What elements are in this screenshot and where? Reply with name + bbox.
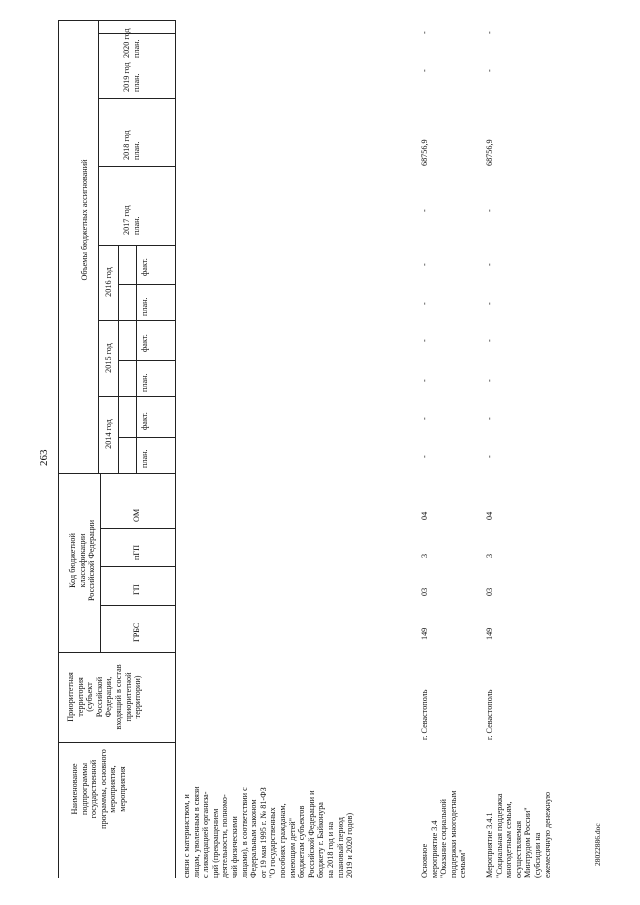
col-divider-grbs-gp bbox=[100, 605, 175, 606]
row-1-2014-plan: - bbox=[420, 455, 429, 458]
row-1-2019: - bbox=[420, 69, 429, 72]
row-1-2016-fact: - bbox=[420, 263, 429, 266]
header-code-pgp: пГП bbox=[132, 544, 141, 560]
row-2-2016-fact: - bbox=[485, 263, 494, 266]
row-1-pgp: 3 bbox=[420, 553, 429, 558]
row-2-pgp: 3 bbox=[485, 553, 494, 558]
funding-header-line bbox=[98, 20, 99, 473]
row-1-2016-plan: - bbox=[420, 302, 429, 305]
row-2-territory: г. Севастополь bbox=[485, 689, 494, 740]
row-2-grbs: 149 bbox=[485, 627, 494, 640]
row-2-om: 04 bbox=[485, 511, 494, 520]
header-code-om: ОМ bbox=[132, 508, 141, 522]
col-divider-2017-2018 bbox=[98, 166, 175, 167]
header-2014-plan: план. bbox=[140, 449, 149, 468]
header-funding: Объемы бюджетных ассигнований bbox=[80, 159, 89, 281]
row-2-2015-plan: - bbox=[485, 379, 494, 382]
footer-filename: 28022886.doc bbox=[593, 823, 602, 866]
header-2017: 2017 год план. bbox=[122, 205, 141, 235]
header-2016-fact: факт. bbox=[140, 258, 149, 276]
header-code-gp: ГП bbox=[132, 584, 141, 595]
row-2-2014-plan: - bbox=[485, 455, 494, 458]
col-divider-2018-2019 bbox=[98, 98, 175, 99]
header-2015-fact: факт. bbox=[140, 334, 149, 352]
header-code-group: Код бюджетной классификации Российской Федерации bbox=[68, 519, 97, 602]
year-header-line bbox=[118, 245, 119, 473]
header-2015-plan: план. bbox=[140, 373, 149, 392]
row-1-territory: г. Севастополь bbox=[420, 689, 429, 740]
header-2018: 2018 год план. bbox=[122, 130, 141, 160]
row-1-2015-fact: - bbox=[420, 339, 429, 342]
header-2014: 2014 год bbox=[104, 419, 113, 449]
col-divider-2015-plan-fact bbox=[118, 360, 175, 361]
header-2016-plan: план. bbox=[140, 297, 149, 316]
continuation-text: связи с материнством, и лицам, уволенным в связи с ликвидацией организа- ций (прекращением деятельности, полномо- чий физическими лицами), в соответствии с Федеральным законом от 19 мая 1995 г. № 81-ФЗ "О государственных пособиях гражданам, имеющим детей" бюджетам субъектов Российской Федерации и бюджету г. Байконура на 2018 год и на плановый период 2019 и 2020 годов) bbox=[182, 786, 355, 878]
header-name: Наименование подпрограммы государственной программы, основного мероприятия, мероприятия bbox=[70, 749, 127, 829]
col-divider-gp-pgp bbox=[100, 566, 175, 567]
col-divider-2016-plan-fact bbox=[118, 284, 175, 285]
header-territory: Приоритетная территория (субъект Российской Федерации, входящий в состав приоритетной территории) bbox=[66, 664, 143, 730]
row-2-name: Мероприятие 3.4.1 "Социальная поддержка многодетным семьям, осуществляемая Минтрудом России" (субсидии на ежемесячную денежную bbox=[485, 791, 552, 878]
row-1-2020: - bbox=[420, 31, 429, 34]
row-2-2015-fact: - bbox=[485, 339, 494, 342]
row-2-gp: 03 bbox=[485, 587, 494, 596]
row-1-2017: - bbox=[420, 209, 429, 212]
page-number: 263 bbox=[38, 449, 50, 466]
header-2016: 2016 год bbox=[104, 267, 113, 297]
table-border-top bbox=[58, 20, 59, 878]
row-1-name: Основное мероприятие 3.4 "Оказание социальной поддержки многодетным семьям" bbox=[420, 790, 468, 878]
row-1-gp: 03 bbox=[420, 587, 429, 596]
row-1-grbs: 149 bbox=[420, 627, 429, 640]
table-border-header bbox=[175, 20, 176, 878]
row-2-2016-plan: - bbox=[485, 302, 494, 305]
header-2015: 2015 год bbox=[104, 343, 113, 373]
header-2019: 2019 год план. bbox=[122, 62, 141, 92]
header-code-grbs: ГРБС bbox=[132, 622, 141, 642]
row-2-2017: - bbox=[485, 209, 494, 212]
row-2-2014-fact: - bbox=[485, 417, 494, 420]
col-divider-pgp-om bbox=[100, 528, 175, 529]
row-2-2019: - bbox=[485, 69, 494, 72]
col-divider-2014-plan-fact bbox=[118, 437, 175, 438]
table-border-right bbox=[58, 20, 175, 21]
header-2020: 2020 год план. bbox=[122, 28, 141, 58]
row-1-2018: 68756,9 bbox=[420, 139, 429, 166]
row-1-2014-fact: - bbox=[420, 417, 429, 420]
header-2014-fact: факт. bbox=[140, 412, 149, 430]
code-header-line bbox=[100, 473, 101, 652]
row-2-2020: - bbox=[485, 31, 494, 34]
row-1-om: 04 bbox=[420, 511, 429, 520]
row-2-2018: 68756,9 bbox=[485, 139, 494, 166]
row-1-2015-plan: - bbox=[420, 379, 429, 382]
plan-fact-header-line bbox=[136, 245, 137, 473]
